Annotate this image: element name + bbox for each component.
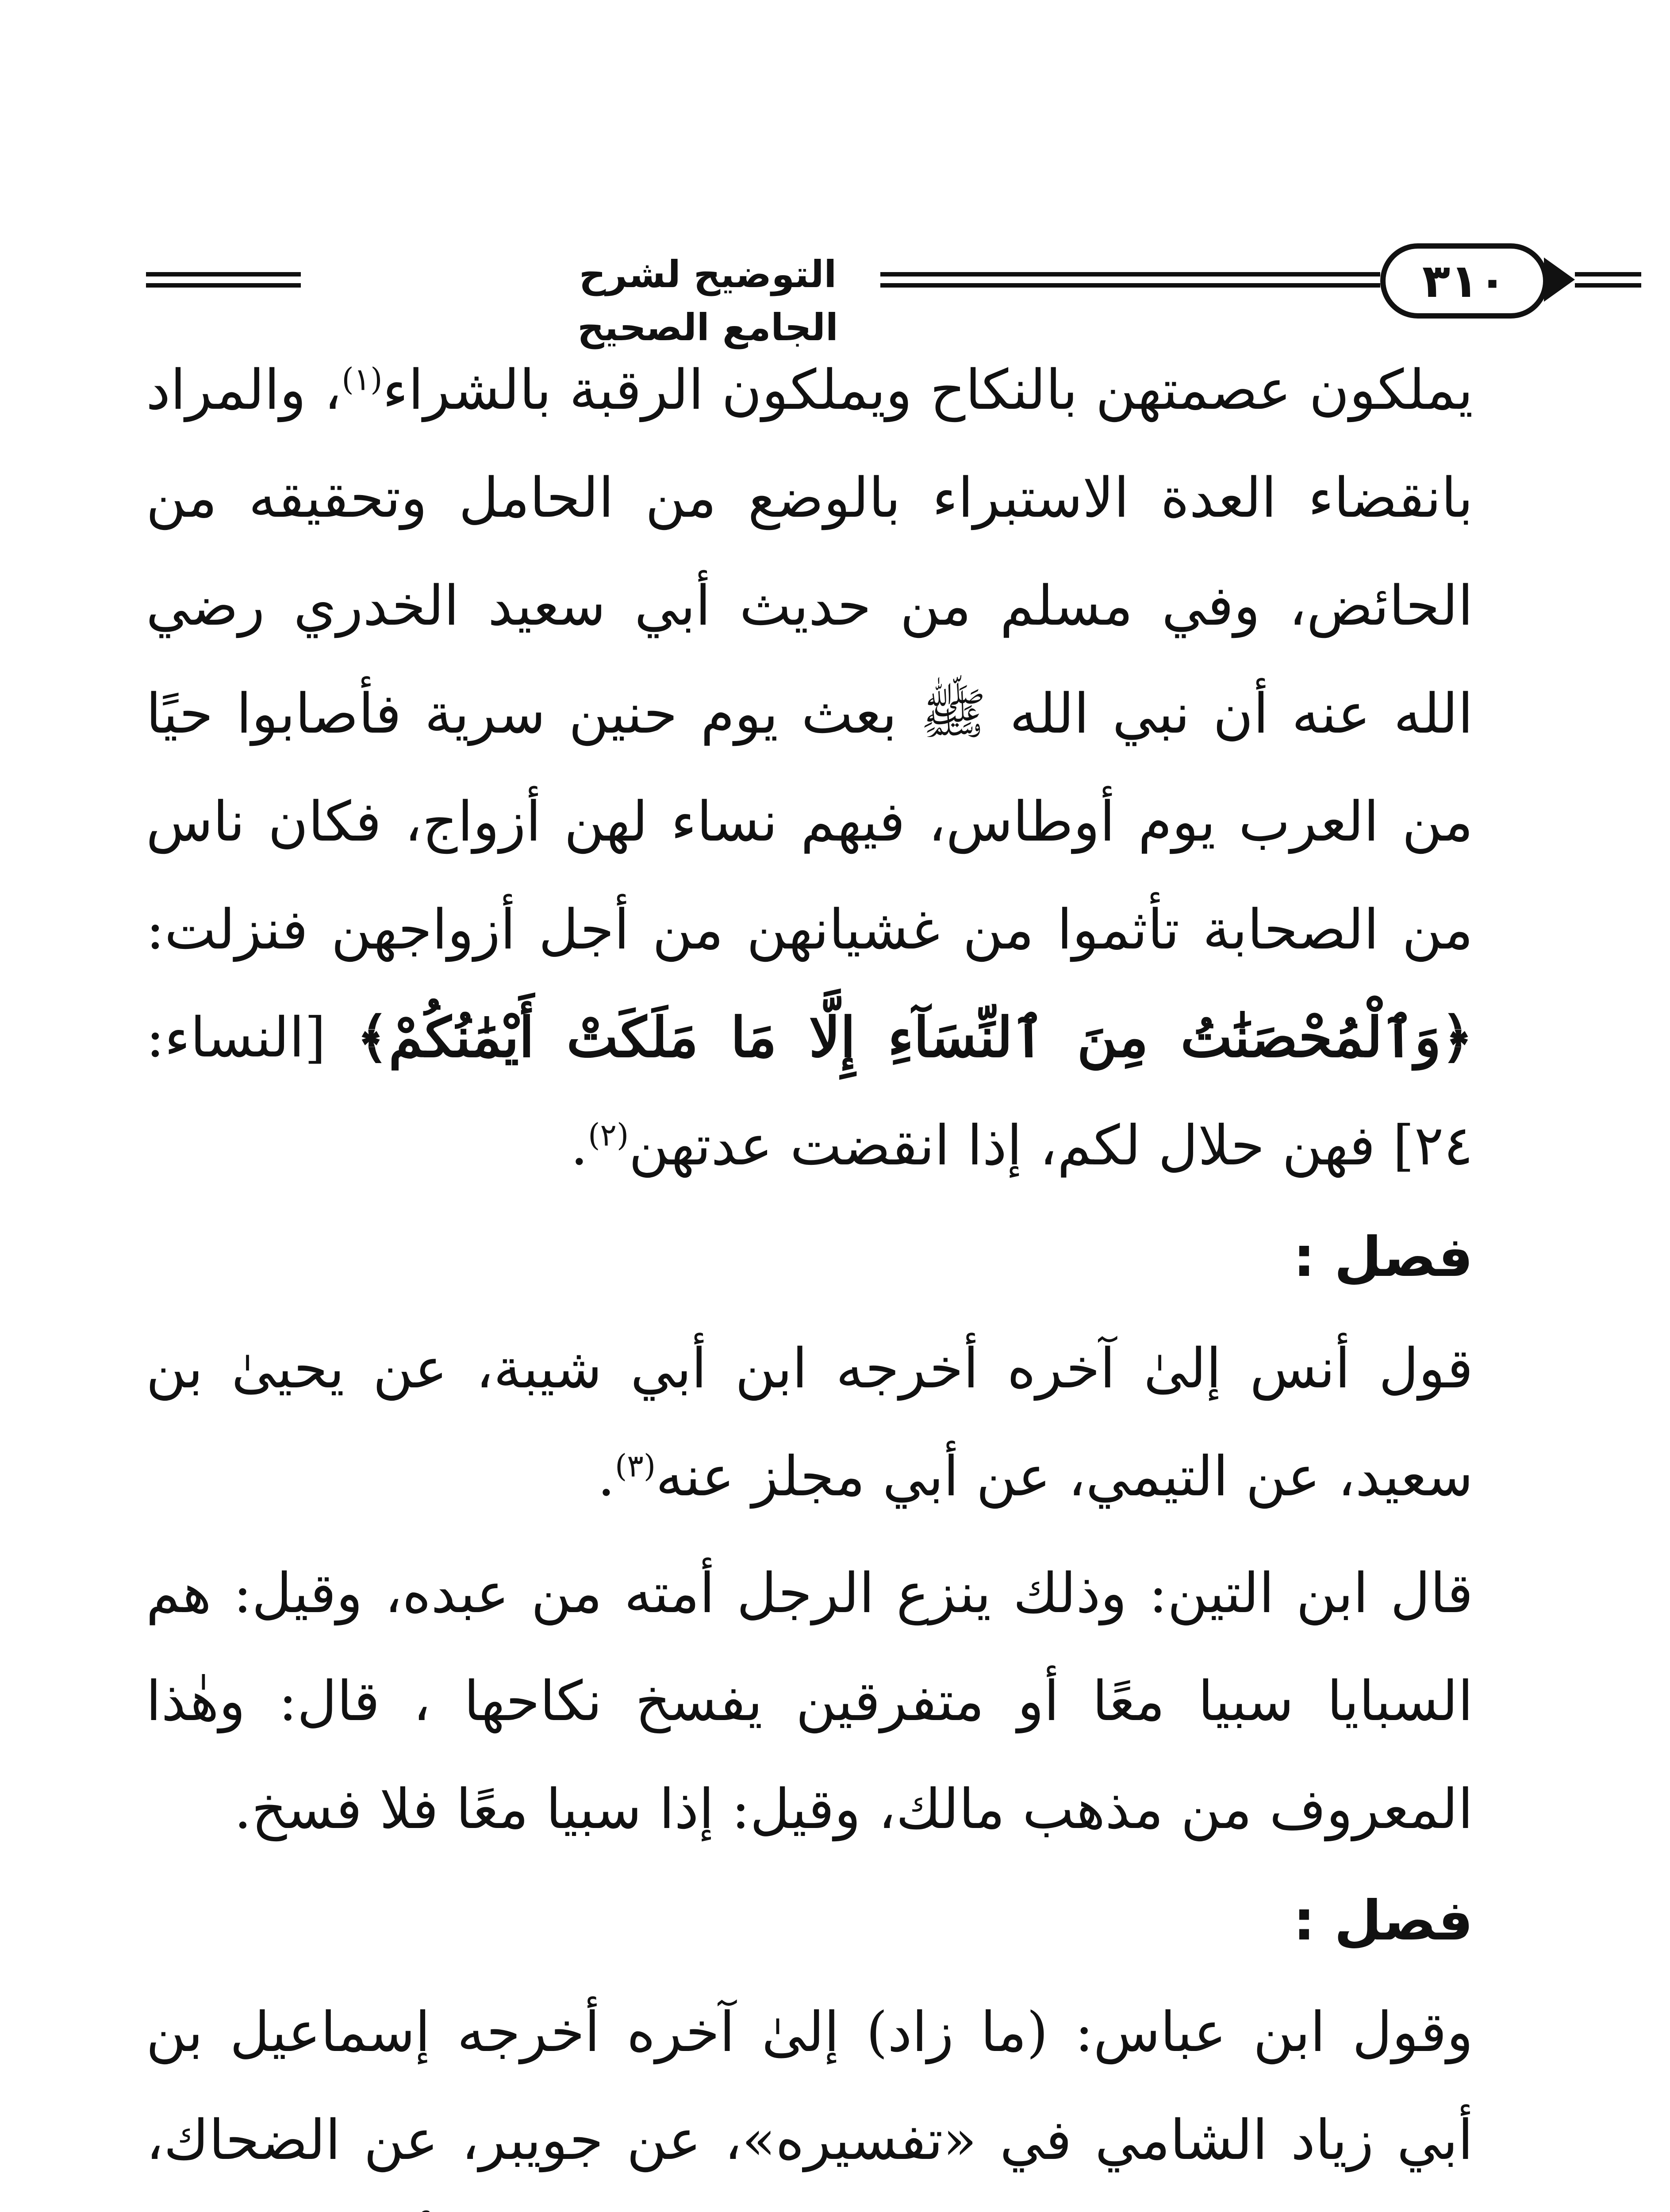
paragraph-2-end: . xyxy=(597,1445,615,1509)
section-heading-2: فصل : xyxy=(1293,1889,1473,1953)
section-heading-1: فصل : xyxy=(1293,1225,1473,1289)
main-text xyxy=(146,336,1473,2212)
header-rule-middle-2 xyxy=(880,283,1380,288)
header-rule-right xyxy=(1575,272,1641,276)
header-rule-left xyxy=(146,272,301,276)
paragraph-2-text: قول أنس إلىٰ آخره أخرجه ابن أبي شيبة، عن يحيىٰ بن سعيد، عن التيمي، عن أبي مجلز عنه xyxy=(146,1337,1473,1509)
paragraph-1-text-b: ، والمراد بانقضاء العدة الاستبراء بالوضع من الحامل وتحقيقه من الحائض، وفي مسلم من حديث أبي سعيد الخدري رضي الله عنه أن نبي الله ﷺ بعث يوم حنين سرية فأصابوا حيًا من العرب يوم أوطاس، فيهم نساء لهن أزواج، فكان ناس من الصحابة تأثموا من غشيانهن من أجل أزواجهن فنزلت: xyxy=(146,358,1473,962)
book-title: التوضيح لشرح الجامع الصحيح xyxy=(577,253,838,349)
footnote-ref-1[interactable]: (١) xyxy=(342,361,383,398)
paragraph-2 xyxy=(146,1315,1473,1531)
page-number-arrow-icon xyxy=(1544,257,1575,302)
paragraph-3 xyxy=(146,1540,1473,1863)
page-number: ٣١٠ xyxy=(1380,243,1548,319)
paragraph-4-text: وقول ابن عباس: (ما زاد) إلىٰ آخره أخرجه إسماعيل بن أبي زياد الشامي في «تفسيره»، عن جويبر، عن الضحاك، xyxy=(146,2001,1473,2172)
footnote-ref-3[interactable]: (٣) xyxy=(614,1448,656,1484)
header-rule-left-2 xyxy=(146,283,301,288)
paragraph-1 xyxy=(146,336,1473,1200)
footnote-ref-2[interactable]: (٢) xyxy=(588,1117,629,1153)
running-header xyxy=(146,230,1513,349)
paragraph-1-text-a: يملكون عصمتهن بالنكاح ويملكون الرقبة بالشراء xyxy=(382,358,1474,422)
paragraph-4 xyxy=(146,1978,1473,2212)
header-rule-middle xyxy=(880,272,1380,276)
quran-verse: ﴿وَٱلْمُحْصَنَٰتُ مِنَ ٱلنِّسَآءِ إِلَّا مَا مَلَكَتْ أَيْمَٰنُكُمْ﴾ xyxy=(356,1006,1473,1070)
header-rule-right-2 xyxy=(1575,283,1641,288)
paragraph-1-text-c: [النساء: ٢٤] فهن حلال لكم، إذا انقضت عدتهن xyxy=(146,1006,1473,1178)
paragraph-1-end: . xyxy=(570,1114,588,1178)
paragraph-3-text: قال ابن التين: وذلك ينزع الرجل أمته من عبده، وقيل: هم السبايا سبيا معًا أو متفرقين يفسخ نكاحها ، قال: وهٰذا المعروف من مذهب مالك، وقيل: إذا سبيا معًا فلا فسخ. xyxy=(146,1562,1473,1841)
